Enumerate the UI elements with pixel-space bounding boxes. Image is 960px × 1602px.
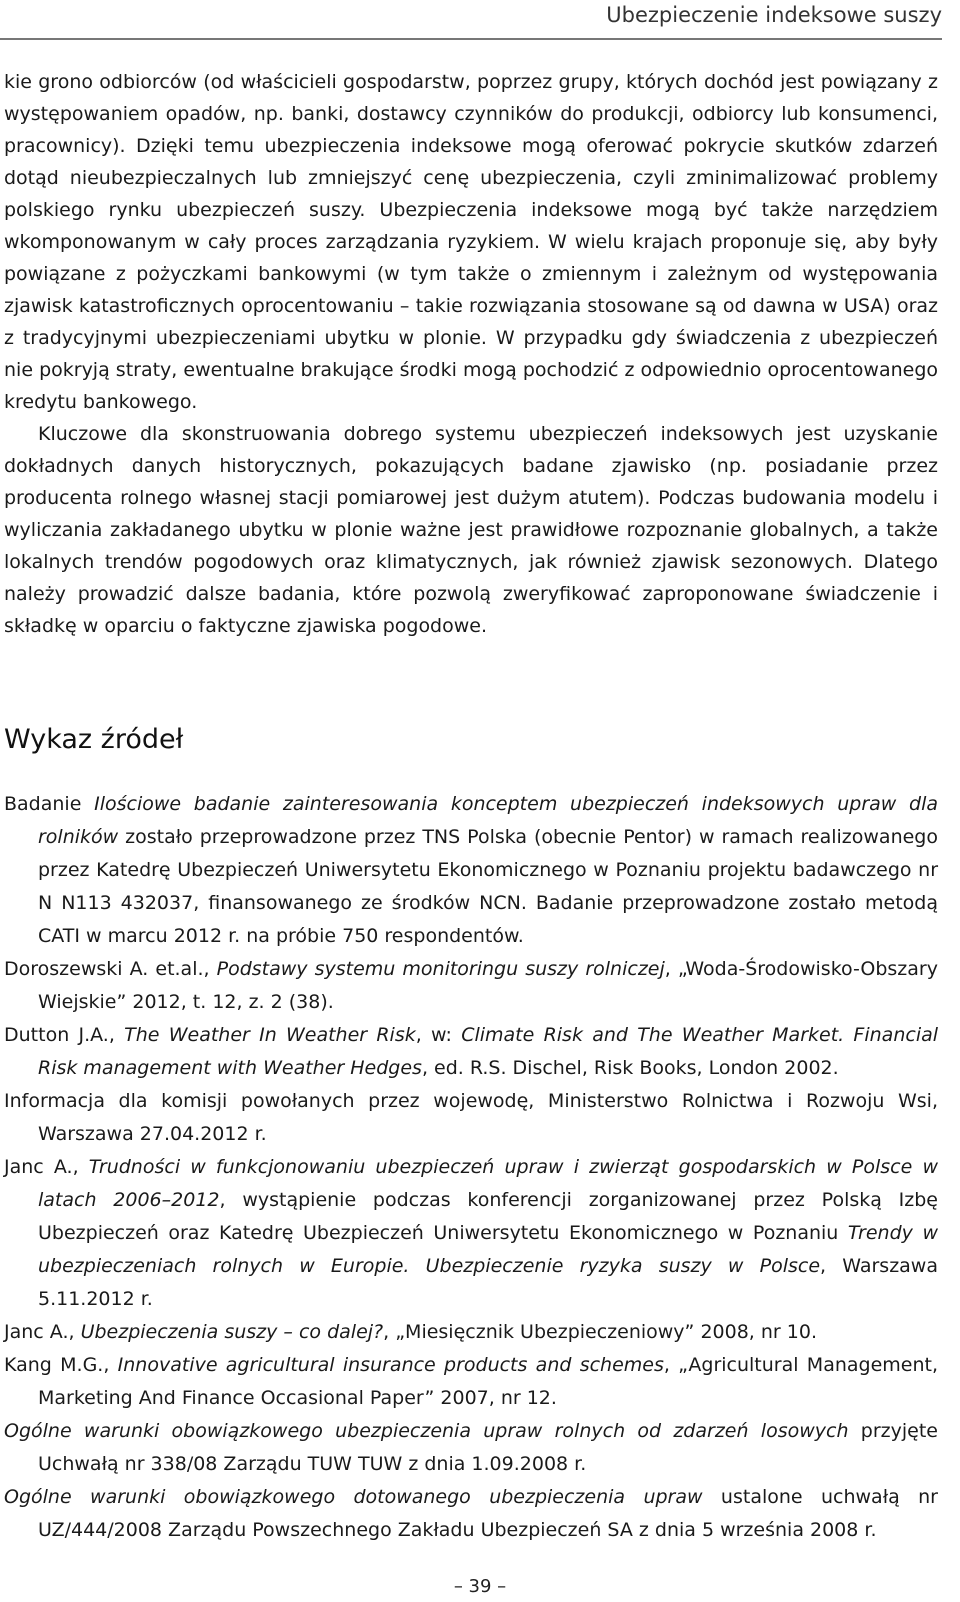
reference-item: Badanie Ilościowe badanie zainteresowania konceptem ubezpieczeń indeksowych upraw dla rolników zostało przeprowadzone przez TNS Polska (obecnie Pentor) w ramach realizowanego przez Katedrę Ubezpieczeń Uniwersytetu Ekonomicznego w Poznaniu projektu badawczego nr N N113 432037, finansowanego ze środków NCN. Badanie przeprowadzone zostało metodą CATI w marcu 2012 r. na próbie 750 respondentów.	[4, 793, 938, 947]
paragraph: Kluczowe dla skonstruowania dobrego systemu ubezpieczeń indeksowych jest uzyskanie dokładnych danych historycznych, pokazujących badane zjawisko (np. posiadanie przez producenta rolnego własnej stacji pomiarowej jest dużym atutem). Podczas budowania modelu i wyliczania zakładanego ubytku w plonie ważne jest prawidłowe rozpoznanie globalnych, a także lokalnych trendów pogodowych oraz klimatycznych, jak również zjawisk sezonowych. Dlatego należy prowadzić dalsze badania, które pozwolą zweryfikować zaproponowane świadczenie i składkę w oparciu o faktyczne zjawiska pogodowe.	[4, 423, 938, 637]
paragraph: kie grono odbiorców (od właścicieli gospodarstw, poprzez grupy, których dochód jest powiązany z występowaniem opadów, np. banki, dostawcy czynników do produkcji, odbiorcy lub konsumenci, pracownicy). Dzięki temu ubezpieczenia indeksowe mogą oferować pokrycie skutków zdarzeń dotąd nieubezpieczalnych lub zmniejszyć cenę ubezpieczenia, czyli zminimalizować problemy polskiego rynku ubezpieczeń suszy. Ubezpieczenia indeksowe mogą być także narzędziem wkomponowanym w cały proces zarządzania ryzykiem. W wielu krajach proponuje się, aby były powiązane z pożyczkami bankowymi (w tym także o zmiennym i zależnym od występowania zjawisk katastroficznych oprocentowaniu – takie rozwiązania stosowane są od dawna w USA) oraz z tradycyjnymi ubezpieczeniami ubytku w plonie. W przypadku gdy świadczenia z ubezpieczeń nie pokryją straty, ewentualne brakujące środki mogą pochodzić z odpowiednio oprocentowanego kredytu bankowego.	[4, 71, 938, 413]
reference-item: Janc A., Ubezpieczenia suszy – co dalej?, „Miesięcznik Ubezpieczeniowy” 2008, nr 10.	[4, 1321, 817, 1343]
header-rule	[0, 38, 942, 40]
body-text	[4, 66, 938, 642]
section-title: Wykaz źródeł	[4, 724, 184, 755]
reference-item: Doroszewski A. et.al., Podstawy systemu monitoringu suszy rolniczej, „Woda-Środowisko-Obszary Wiejskie” 2012, t. 12, z. 2 (38).	[4, 958, 938, 1013]
reference-item: Janc A., Trudności w funkcjonowaniu ubezpieczeń upraw i zwierząt gospodarskich w Polsce w latach 2006–2012, wystąpienie podczas konferencji zorganizowanej przez Polską Izbę Ubezpieczeń oraz Katedrę Ubezpieczeń Uniwersytetu Ekonomicznego w Poznaniu Trendy w ubezpieczeniach rolnych w Europie. Ubezpieczenie ryzyka suszy w Polsce, Warszawa 5.11.2012 r.	[4, 1156, 938, 1310]
reference-item: Dutton J.A., The Weather In Weather Risk, w: Climate Risk and The Weather Market. Financial Risk management with Weather Hedges, ed. R.S. Dischel, Risk Books, London 2002.	[4, 1024, 939, 1079]
running-head: Ubezpieczenie indeksowe suszy	[606, 3, 942, 27]
page-number: – 39 –	[453, 1576, 507, 1597]
reference-item: Ogólne warunki obowiązkowego dotowanego ubezpieczenia upraw ustalone uchwałą nr UZ/444/2008 Zarządu Powszechnego Zakładu Ubezpieczeń SA z dnia 5 września 2008 r.	[4, 1486, 938, 1541]
reference-list	[4, 788, 938, 1547]
reference-item: Kang M.G., Innovative agricultural insurance products and schemes, „Agricultural Management, Marketing And Finance Occasional Paper” 2007, nr 12.	[4, 1354, 938, 1409]
reference-item: Informacja dla komisji powołanych przez wojewodę, Ministerstwo Rolnictwa i Rozwoju Wsi, Warszawa 27.04.2012 r.	[4, 1090, 938, 1145]
reference-item: Ogólne warunki obowiązkowego ubezpieczenia upraw rolnych od zdarzeń losowych przyjęte Uchwałą nr 338/08 Zarządu TUW TUW z dnia 1.09.2008 r.	[4, 1420, 938, 1475]
